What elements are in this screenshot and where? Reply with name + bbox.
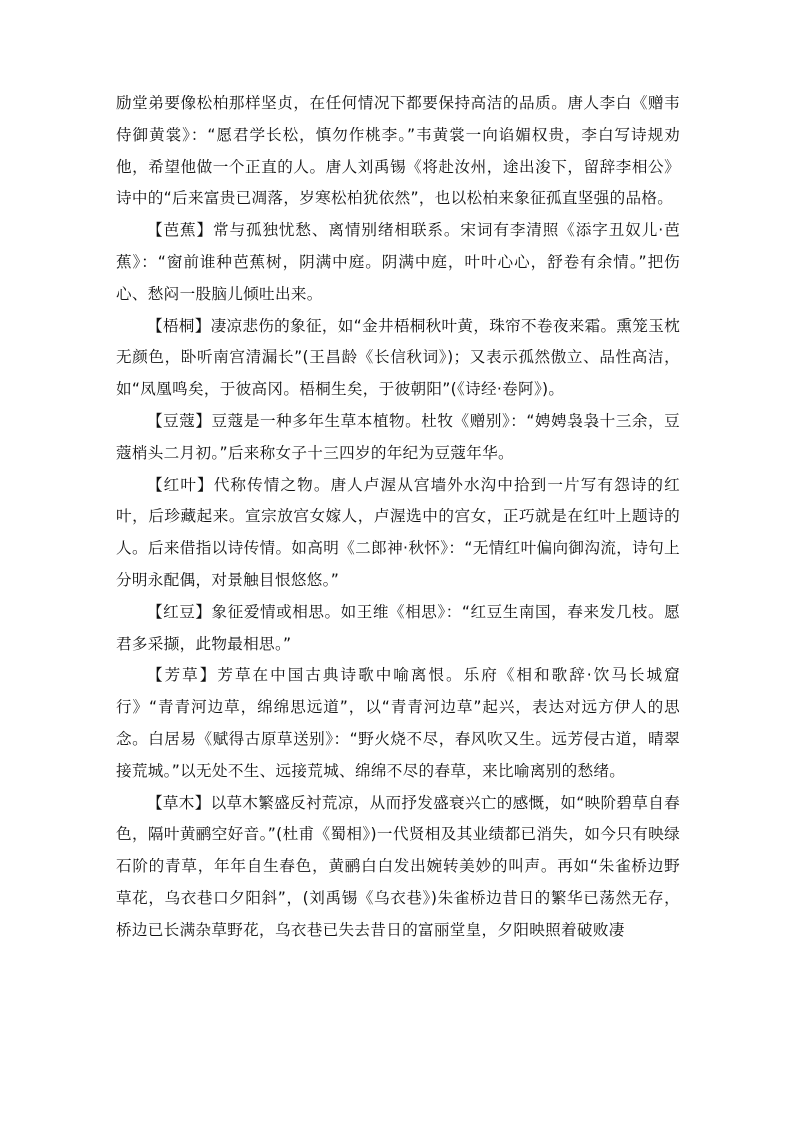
term-heading: 【草木】 (147, 793, 211, 812)
term-heading: 【红叶】 (147, 475, 214, 494)
term-heading: 【芳草】 (147, 666, 218, 685)
paragraph-red-leaf (116, 470, 680, 597)
paragraph-text: 豆蔻是一种多年生草本植物。杜牧《赠别》：“娉娉袅袅十三余，豆蔻梢头二月初。”后来称女子十三四岁的年纪为豆蔻年华。 (116, 411, 681, 462)
paragraph-text: 常与孤独忧愁、离情别绪相联系。宋词有李清照《添字丑奴儿·芭蕉》：“窗前谁种芭蕉树，阴满中庭。阴满中庭，叶叶心心，舒卷有余情。”把伤心、愁闷一股脑儿倾吐出来。 (116, 221, 680, 303)
paragraph-vegetation (116, 788, 680, 947)
paragraph-text: 代称传情之物。唐人卢渥从宫墙外水沟中拾到一片写有怨诗的红叶，后珍藏起来。宣宗放宫女嫁人，卢渥选中的宫女，正巧就是在红叶上题诗的人。后来借指以诗传情。如高明《二郎神·秋怀》：“无情红叶偏向御沟流，诗句上分明永配偶，对景触目恨悠悠。” (116, 475, 681, 589)
paragraph-text: 励堂弟要像松柏那样坚贞，在任何情况下都要保持高洁的品质。唐人李白《赠韦侍御黄裳》：“愿君学长松，慎勿作桃李。”韦黄裳一向谄媚权贵，李白写诗规劝他，希望他做一个正直的人。唐人刘禹锡《将赴汝州，途出浚下，留辞李相公》诗中的“后来富贵已凋落，岁寒松柏犹依然”，也以松柏来象征孤直坚强的品格。 (116, 94, 680, 208)
term-heading: 【红豆】 (147, 602, 212, 621)
paragraph-parasol (116, 311, 680, 406)
term-heading: 【梧桐】 (147, 316, 211, 335)
paragraph-text: 象征爱情或相思。如王维《相思》：“红豆生南国，春来发几枝。愿君多采撷，此物最相思。” (116, 602, 681, 653)
term-heading: 【豆蔻】 (147, 411, 212, 430)
term-heading: 【芭蕉】 (147, 221, 213, 240)
paragraph-cardamom (116, 406, 680, 470)
paragraph-text: 芳草在中国古典诗歌中喻离恨。乐府《相和歌辞·饮马长城窟行》“青青河边草，绵绵思远道”，以“青青河边草”起兴，表达对远方伊人的思念。白居易《赋得古原草送别》：“野火烧不尽，春风吹又生。远芳侵古道，晴翠接荒城。”以无处不生、远接荒城、绵绵不尽的春草，来比喻离别的愁绪。 (116, 666, 681, 780)
paragraph-fragrant-grass (116, 660, 680, 787)
paragraph-text: 以草木繁盛反衬荒凉，从而抒发盛衰兴亡的感慨，如“映阶碧草自春色，隔叶黄鹂空好音。”(杜甫《蜀相》)一代贤相及其业绩都已消失，如今只有映绿石阶的青草，年年自生春色，黄鹂白白发出婉转美妙的叫声。再如“朱雀桥边野草花，乌衣巷口夕阳斜”，(刘禹锡《乌衣巷》)朱雀桥边昔日的繁华已荡然无存，桥边已长满杂草野花，乌衣巷已失去昔日的富丽堂皇，夕阳映照着破败凄 (116, 793, 680, 939)
paragraph-red-bean (116, 597, 680, 661)
document-body (116, 88, 680, 947)
paragraph-text: 凄凉悲伤的象征，如“金井梧桐秋叶黄，珠帘不卷夜来霜。熏笼玉枕无颜色，卧听南宫清漏长”(王昌龄《长信秋词》)；又表示孤然傲立、品性高洁，如“凤凰鸣矣，于彼高冈。梧桐生矣，于彼朝阳”(《诗经·卷阿》)。 (116, 316, 680, 399)
paragraph-pine-cypress-continued (116, 88, 680, 215)
paragraph-banana (116, 215, 680, 310)
